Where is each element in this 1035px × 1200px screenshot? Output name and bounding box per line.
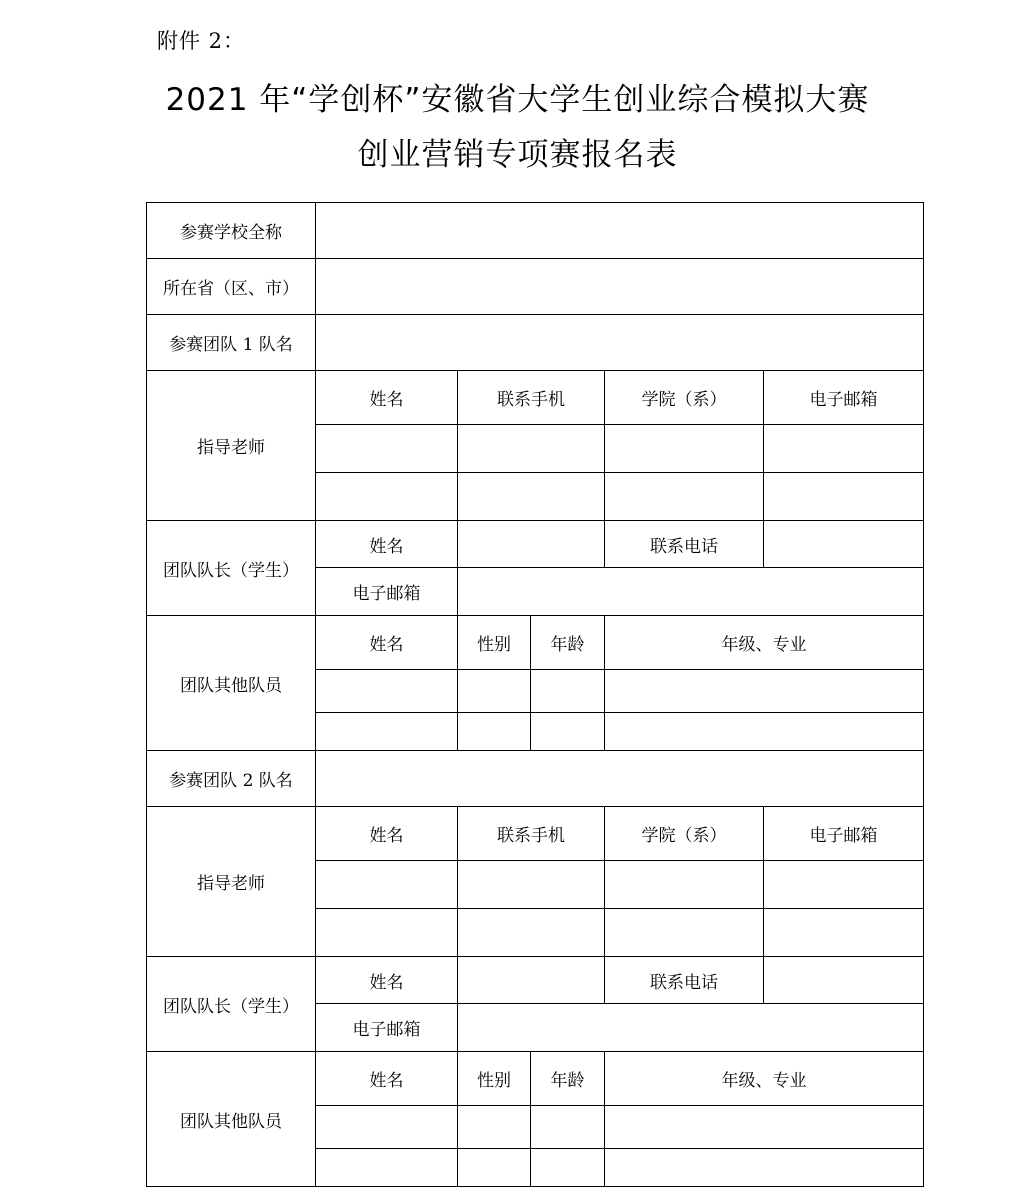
- team2-leader-phone-label: 联系电话: [605, 957, 764, 1004]
- school-full-name-label: 参赛学校全称: [147, 203, 316, 259]
- team1-advisor-col-college: 学院（系）: [605, 371, 764, 425]
- team2-name-label: 参赛团队 2 队名: [147, 751, 316, 807]
- team2-leader-phone-field[interactable]: [764, 957, 924, 1004]
- team2-advisor-header-row: [147, 807, 924, 861]
- annex-label: 附件 2：: [157, 29, 246, 53]
- team1-member2-grade-major-field[interactable]: [605, 713, 924, 751]
- team2-members-col-grade-major: 年级、专业: [605, 1052, 924, 1106]
- document-subtitle: 创业营销专项赛报名表: [357, 137, 678, 173]
- team1-advisor-col-email: 电子邮箱: [764, 371, 924, 425]
- team1-advisor1-name-field[interactable]: [316, 425, 458, 473]
- team2-members-col-age: 年龄: [531, 1052, 605, 1106]
- team2-members-header-row: [147, 1052, 924, 1106]
- team1-advisor-label: 指导老师: [147, 371, 316, 521]
- team1-name-label: 参赛团队 1 队名: [147, 315, 316, 371]
- team1-advisor1-phone-field[interactable]: [458, 425, 605, 473]
- team1-member1-name-field[interactable]: [316, 670, 458, 713]
- team2-member2-gender-field[interactable]: [458, 1149, 531, 1187]
- team1-member1-age-field[interactable]: [531, 670, 605, 713]
- team1-name-row: [147, 315, 924, 371]
- team1-leader-label: 团队队长（学生）: [147, 521, 316, 616]
- team2-advisor-label: 指导老师: [147, 807, 316, 957]
- team1-advisor2-college-field[interactable]: [605, 473, 764, 521]
- team2-advisor-col-college: 学院（系）: [605, 807, 764, 861]
- team1-members-col-grade-major: 年级、专业: [605, 616, 924, 670]
- team2-advisor1-phone-field[interactable]: [458, 861, 605, 909]
- team2-advisor1-email-field[interactable]: [764, 861, 924, 909]
- team2-member2-name-field[interactable]: [316, 1149, 458, 1187]
- school-row: [147, 203, 924, 259]
- team2-advisor2-name-field[interactable]: [316, 909, 458, 957]
- team2-members-col-name: 姓名: [316, 1052, 458, 1106]
- team1-leader-row: [147, 521, 924, 568]
- team1-members-col-name: 姓名: [316, 616, 458, 670]
- team2-member2-age-field[interactable]: [531, 1149, 605, 1187]
- team1-member1-gender-field[interactable]: [458, 670, 531, 713]
- province-row: [147, 259, 924, 315]
- team2-advisor2-email-field[interactable]: [764, 909, 924, 957]
- team1-leader-email-label: 电子邮箱: [316, 568, 458, 616]
- team1-name-field[interactable]: [316, 315, 924, 371]
- team2-advisor1-college-field[interactable]: [605, 861, 764, 909]
- team2-advisor-col-name: 姓名: [316, 807, 458, 861]
- team1-leader-phone-label: 联系电话: [605, 521, 764, 568]
- team1-advisor1-email-field[interactable]: [764, 425, 924, 473]
- province-field[interactable]: [316, 259, 924, 315]
- team1-member2-name-field[interactable]: [316, 713, 458, 751]
- team2-advisor2-phone-field[interactable]: [458, 909, 605, 957]
- team2-member1-name-field[interactable]: [316, 1106, 458, 1149]
- team2-advisor1-name-field[interactable]: [316, 861, 458, 909]
- team2-advisor2-college-field[interactable]: [605, 909, 764, 957]
- school-full-name-field[interactable]: [316, 203, 924, 259]
- team1-advisor2-phone-field[interactable]: [458, 473, 605, 521]
- team1-advisor-col-name: 姓名: [316, 371, 458, 425]
- registration-form-table: [146, 202, 924, 1187]
- document-title: 2021 年“学创杯”安徽省大学生创业综合模拟大赛: [165, 82, 870, 118]
- team1-advisor-header-row: [147, 371, 924, 425]
- team1-member2-age-field[interactable]: [531, 713, 605, 751]
- team1-advisor2-name-field[interactable]: [316, 473, 458, 521]
- team2-leader-name-field[interactable]: [458, 957, 605, 1004]
- team1-advisor-col-phone: 联系手机: [458, 371, 605, 425]
- team2-advisor-col-email: 电子邮箱: [764, 807, 924, 861]
- team1-leader-name-field[interactable]: [458, 521, 605, 568]
- team2-leader-label: 团队队长（学生）: [147, 957, 316, 1052]
- team2-name-row: [147, 751, 924, 807]
- team1-members-col-age: 年龄: [531, 616, 605, 670]
- team1-advisor1-college-field[interactable]: [605, 425, 764, 473]
- team2-member1-age-field[interactable]: [531, 1106, 605, 1149]
- team1-leader-phone-field[interactable]: [764, 521, 924, 568]
- team2-member1-gender-field[interactable]: [458, 1106, 531, 1149]
- team1-leader-email-field[interactable]: [458, 568, 924, 616]
- team1-members-header-row: [147, 616, 924, 670]
- team2-name-field[interactable]: [316, 751, 924, 807]
- team1-leader-name-label: 姓名: [316, 521, 458, 568]
- team2-advisor-col-phone: 联系手机: [458, 807, 605, 861]
- team2-leader-name-label: 姓名: [316, 957, 458, 1004]
- team2-leader-email-label: 电子邮箱: [316, 1004, 458, 1052]
- team2-member1-grade-major-field[interactable]: [605, 1106, 924, 1149]
- team1-members-label: 团队其他队员: [147, 616, 316, 751]
- team1-member2-gender-field[interactable]: [458, 713, 531, 751]
- team2-members-label: 团队其他队员: [147, 1052, 316, 1187]
- team1-advisor2-email-field[interactable]: [764, 473, 924, 521]
- team2-leader-email-field[interactable]: [458, 1004, 924, 1052]
- team1-member1-grade-major-field[interactable]: [605, 670, 924, 713]
- team2-members-col-gender: 性别: [458, 1052, 531, 1106]
- team2-leader-row: [147, 957, 924, 1004]
- team1-members-col-gender: 性别: [458, 616, 531, 670]
- team2-member2-grade-major-field[interactable]: [605, 1149, 924, 1187]
- province-label: 所在省（区、市）: [147, 259, 316, 315]
